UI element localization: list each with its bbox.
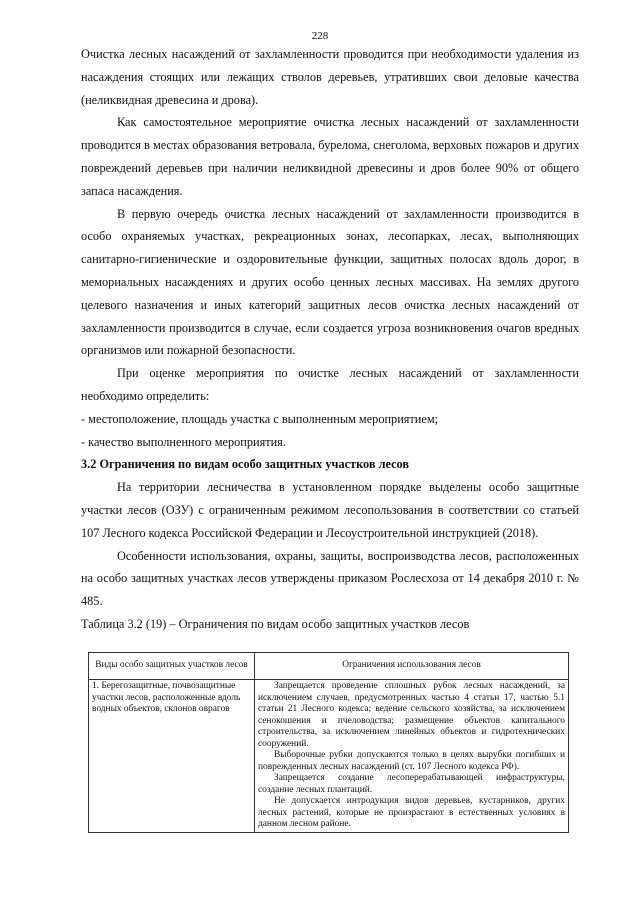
paragraph: В первую очередь очистка лесных насаждений от захламленности производится в особо охраняемых участках, рекреационных зонах, лесопарках, лесах, выполняющих санитарно-гигиенические и оздоровительные функции, защитных полосах вдоль дорог, в мемориальных насаждениях и других особо ценных лесных массивах. На землях другого целевого назначения и иных категорий защитных лесов очистка лесных насаждений от захламленности производится в случае, если создается угроза возникновения очагов вредных организмов или пожарной безопасности. bbox=[81, 206, 579, 358]
table-cell bbox=[255, 680, 569, 833]
page-number: 228 bbox=[311, 30, 329, 42]
restriction-text: Не допускается интродукция видов деревьев, кустарников, других лесных растений, которые не произрастают в естественных условиях в данном лесном районе. bbox=[258, 796, 565, 829]
page-body bbox=[81, 43, 579, 636]
paragraph: Как самостоятельное мероприятие очистка лесных насаждений от захламленности проводится в местах образования ветровала, бурелома, снеголома, верховых пожаров и других повреждений деревьев при наличии неликвидной древесины и дров более 90% от общего запаса насаждения. bbox=[81, 115, 579, 198]
restriction-text: Выборочные рубки допускаются только в целях вырубки погибших и поврежденных лесных насаждений (ст. 107 Лесного кодекса РФ). bbox=[258, 750, 565, 772]
restriction-text: Запрещается создание лесоперерабатывающей инфраструктуры, создание лесных плантаций. bbox=[258, 773, 565, 795]
restrictions-table bbox=[88, 652, 569, 833]
restriction-text: Запрещается проведение сплошных рубок лесных насаждений, за исключением случаев, предусмотренных частью 4 статьи 17, частью 5.1 статьи 21 Лесного кодекса; ведение сельского хозяйства, за исключением сенокошения и пчеловодства; размещение объектов капитального строительства, за исключением линейных объектов и гидротехнических сооружений. bbox=[258, 681, 565, 749]
section-title: 3.2 Ограничения по видам особо защитных участков лесов bbox=[81, 457, 410, 472]
list-item: - качество выполненного мероприятия. bbox=[81, 434, 286, 449]
paragraph: При оценке мероприятия по очистке лесных насаждений от захламленности необходимо определить: bbox=[81, 366, 579, 403]
paragraph: Особенности использования, охраны, защиты, воспроизводства лесов, расположенных на особо защитных участках лесов утверждены приказом Рослесхоза от 14 декабря 2010 г. № 485. bbox=[81, 548, 579, 609]
list-item: - местоположение, площадь участка с выполненным мероприятием; bbox=[81, 411, 439, 426]
table-cell: 1. Берегозащитные, почвозащитные участки лесов, расположенные вдоль водных объектов, склонов оврагов bbox=[89, 680, 255, 833]
paragraph: Очистка лесных насаждений от захламленности проводится при необходимости удаления из насаждения стоящих или лежащих стволов деревьев, утративших свои деловые качества (неликвидная древесина и дрова). bbox=[81, 47, 579, 107]
table-header-row bbox=[89, 653, 569, 680]
paragraph: На территории лесничества в установленном порядке выделены особо защитные участки лесов (ОЗУ) с ограниченным режимом лесопользования в соответствии со статьей 107 Лесного кодекса Российской Федерации и Лесоустроительной инструкцией (2018). bbox=[81, 480, 579, 540]
table-caption: Таблица 3.2 (19) – Ограничения по видам особо защитных участков лесов bbox=[81, 616, 470, 631]
table-header-cell: Ограничения использования лесов bbox=[255, 653, 569, 680]
table-header-cell: Виды особо защитных участков лесов bbox=[89, 653, 255, 680]
table-row bbox=[89, 680, 569, 833]
